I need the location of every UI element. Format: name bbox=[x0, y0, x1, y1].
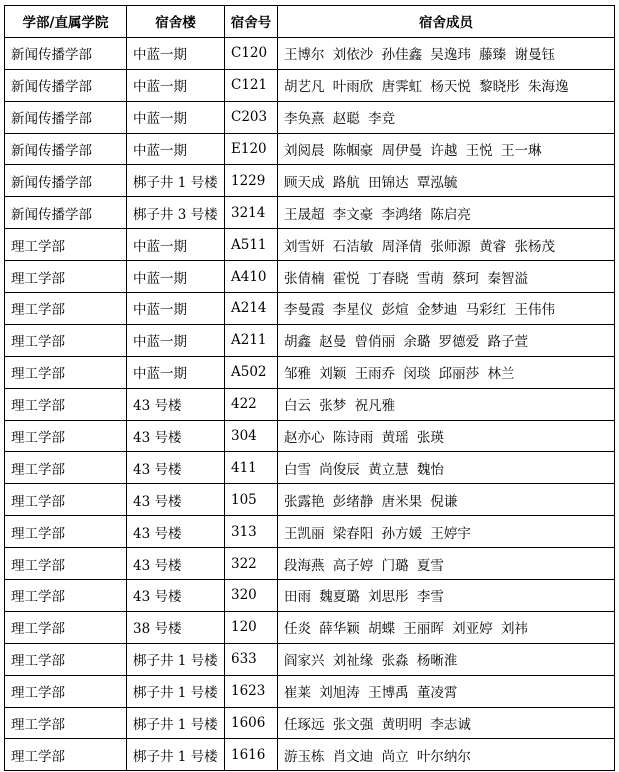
cell-building: 43 号楼 bbox=[127, 484, 225, 516]
cell-members: 胡鑫 赵曼 曾俏丽 余璐 罗德爱 路子萱 bbox=[278, 324, 615, 356]
table-row bbox=[5, 580, 615, 612]
cell-room: 1623 bbox=[225, 675, 278, 707]
cell-room: 633 bbox=[225, 643, 278, 675]
cell-department: 理工学部 bbox=[5, 261, 127, 293]
cell-room: 313 bbox=[225, 516, 278, 548]
cell-building: 43 号楼 bbox=[127, 420, 225, 452]
header-room: 宿舍号 bbox=[225, 6, 278, 38]
cell-department: 理工学部 bbox=[5, 293, 127, 325]
cell-members: 顾天成 路航 田锦达 覃泓毓 bbox=[278, 165, 615, 197]
cell-department: 理工学部 bbox=[5, 739, 127, 771]
cell-members: 游玉栋 肖文迪 尚立 叶尔纳尔 bbox=[278, 739, 615, 771]
cell-members: 任琢远 张文强 黄明明 李志诚 bbox=[278, 707, 615, 739]
cell-building: 梆子井 1 号楼 bbox=[127, 739, 225, 771]
cell-building: 梆子井 3 号楼 bbox=[127, 197, 225, 229]
cell-building: 中蓝一期 bbox=[127, 229, 225, 261]
cell-members: 刘雪妍 石洁敏 周泽倩 张师源 黄睿 张杨茂 bbox=[278, 229, 615, 261]
cell-department: 新闻传播学部 bbox=[5, 69, 127, 101]
cell-members: 李曼霞 李星仪 彭煊 金梦迪 马彩红 王伟伟 bbox=[278, 293, 615, 325]
cell-department: 理工学部 bbox=[5, 484, 127, 516]
cell-room: 120 bbox=[225, 611, 278, 643]
cell-members: 白云 张梦 祝凡雅 bbox=[278, 388, 615, 420]
cell-department: 理工学部 bbox=[5, 356, 127, 388]
table-header bbox=[5, 6, 615, 38]
table-row bbox=[5, 261, 615, 293]
cell-room: 1616 bbox=[225, 739, 278, 771]
cell-members: 邹雅 刘颖 王雨乔 闵琰 邱丽莎 林兰 bbox=[278, 356, 615, 388]
cell-room: C120 bbox=[225, 37, 278, 69]
table-row bbox=[5, 324, 615, 356]
cell-room: A214 bbox=[225, 293, 278, 325]
dormitory-table-container bbox=[4, 5, 615, 771]
cell-members: 王晟超 李文豪 李鸿绪 陈启亮 bbox=[278, 197, 615, 229]
cell-members: 段海燕 高子婷 门璐 夏雪 bbox=[278, 548, 615, 580]
cell-room: 320 bbox=[225, 580, 278, 612]
cell-members: 白雪 尚俊辰 黄立慧 魏怡 bbox=[278, 452, 615, 484]
cell-members: 李奂熹 赵聪 李竞 bbox=[278, 101, 615, 133]
table-row bbox=[5, 611, 615, 643]
cell-room: 1229 bbox=[225, 165, 278, 197]
cell-room: A211 bbox=[225, 324, 278, 356]
table-row bbox=[5, 293, 615, 325]
cell-room: E120 bbox=[225, 133, 278, 165]
cell-building: 43 号楼 bbox=[127, 388, 225, 420]
cell-members: 任炎 薛华颖 胡蝶 王丽晖 刘亚婷 刘祎 bbox=[278, 611, 615, 643]
header-department: 学部/直属学院 bbox=[5, 6, 127, 38]
cell-department: 理工学部 bbox=[5, 707, 127, 739]
header-row bbox=[5, 6, 615, 38]
cell-department: 理工学部 bbox=[5, 580, 127, 612]
cell-department: 理工学部 bbox=[5, 548, 127, 580]
cell-room: 322 bbox=[225, 548, 278, 580]
cell-department: 新闻传播学部 bbox=[5, 165, 127, 197]
cell-members: 胡艺凡 叶雨欣 唐霁虹 杨天悦 黎晓彤 朱海逸 bbox=[278, 69, 615, 101]
cell-building: 梆子井 1 号楼 bbox=[127, 165, 225, 197]
cell-department: 理工学部 bbox=[5, 388, 127, 420]
cell-building: 中蓝一期 bbox=[127, 356, 225, 388]
cell-department: 理工学部 bbox=[5, 229, 127, 261]
cell-room: 105 bbox=[225, 484, 278, 516]
cell-room: 1606 bbox=[225, 707, 278, 739]
cell-room: C203 bbox=[225, 101, 278, 133]
cell-members: 崔莱 刘旭涛 王博禹 董凌霄 bbox=[278, 675, 615, 707]
table-row bbox=[5, 133, 615, 165]
cell-department: 新闻传播学部 bbox=[5, 197, 127, 229]
cell-department: 理工学部 bbox=[5, 611, 127, 643]
cell-building: 43 号楼 bbox=[127, 580, 225, 612]
cell-room: 304 bbox=[225, 420, 278, 452]
cell-building: 43 号楼 bbox=[127, 452, 225, 484]
cell-members: 赵亦心 陈诗雨 黄瑶 张瑛 bbox=[278, 420, 615, 452]
cell-members: 张倩楠 霍悦 丁春晓 雪萌 蔡珂 秦智溢 bbox=[278, 261, 615, 293]
table-row bbox=[5, 37, 615, 69]
table-row bbox=[5, 101, 615, 133]
cell-building: 梆子井 1 号楼 bbox=[127, 675, 225, 707]
cell-members: 田雨 魏夏璐 刘思彤 李雪 bbox=[278, 580, 615, 612]
cell-department: 理工学部 bbox=[5, 420, 127, 452]
cell-room: 411 bbox=[225, 452, 278, 484]
cell-department: 新闻传播学部 bbox=[5, 133, 127, 165]
table-body bbox=[5, 37, 615, 770]
cell-members: 王博尔 刘依沙 孙佳鑫 吴逸玮 藤臻 谢曼钰 bbox=[278, 37, 615, 69]
cell-room: A511 bbox=[225, 229, 278, 261]
cell-department: 新闻传播学部 bbox=[5, 101, 127, 133]
cell-building: 中蓝一期 bbox=[127, 293, 225, 325]
cell-department: 理工学部 bbox=[5, 643, 127, 675]
cell-members: 阎家兴 刘祉缘 张淼 杨晰淮 bbox=[278, 643, 615, 675]
table-row bbox=[5, 452, 615, 484]
cell-members: 刘阅晨 陈帼豪 周伊曼 许越 王悦 王一琳 bbox=[278, 133, 615, 165]
cell-room: 3214 bbox=[225, 197, 278, 229]
table-row bbox=[5, 739, 615, 771]
cell-room: C121 bbox=[225, 69, 278, 101]
header-members: 宿舍成员 bbox=[278, 6, 615, 38]
table-row bbox=[5, 356, 615, 388]
table-row bbox=[5, 69, 615, 101]
dormitory-table bbox=[4, 5, 615, 771]
cell-building: 梆子井 1 号楼 bbox=[127, 643, 225, 675]
table-row bbox=[5, 707, 615, 739]
cell-room: 422 bbox=[225, 388, 278, 420]
table-row bbox=[5, 484, 615, 516]
cell-members: 王凯丽 梁春阳 孙方媛 王婷宇 bbox=[278, 516, 615, 548]
cell-building: 中蓝一期 bbox=[127, 133, 225, 165]
table-row bbox=[5, 197, 615, 229]
cell-department: 理工学部 bbox=[5, 452, 127, 484]
cell-building: 38 号楼 bbox=[127, 611, 225, 643]
table-row bbox=[5, 548, 615, 580]
cell-department: 理工学部 bbox=[5, 324, 127, 356]
cell-building: 中蓝一期 bbox=[127, 37, 225, 69]
table-row bbox=[5, 165, 615, 197]
header-building: 宿舍楼 bbox=[127, 6, 225, 38]
table-row bbox=[5, 229, 615, 261]
cell-building: 43 号楼 bbox=[127, 516, 225, 548]
cell-building: 中蓝一期 bbox=[127, 101, 225, 133]
table-row bbox=[5, 643, 615, 675]
cell-department: 新闻传播学部 bbox=[5, 37, 127, 69]
cell-members: 张露艳 彭绪静 唐米果 倪谦 bbox=[278, 484, 615, 516]
cell-department: 理工学部 bbox=[5, 516, 127, 548]
cell-building: 43 号楼 bbox=[127, 548, 225, 580]
cell-building: 中蓝一期 bbox=[127, 261, 225, 293]
table-row bbox=[5, 388, 615, 420]
cell-department: 理工学部 bbox=[5, 675, 127, 707]
cell-room: A410 bbox=[225, 261, 278, 293]
cell-building: 中蓝一期 bbox=[127, 69, 225, 101]
table-row bbox=[5, 420, 615, 452]
table-row bbox=[5, 516, 615, 548]
cell-building: 梆子井 1 号楼 bbox=[127, 707, 225, 739]
table-row bbox=[5, 675, 615, 707]
cell-building: 中蓝一期 bbox=[127, 324, 225, 356]
cell-room: A502 bbox=[225, 356, 278, 388]
